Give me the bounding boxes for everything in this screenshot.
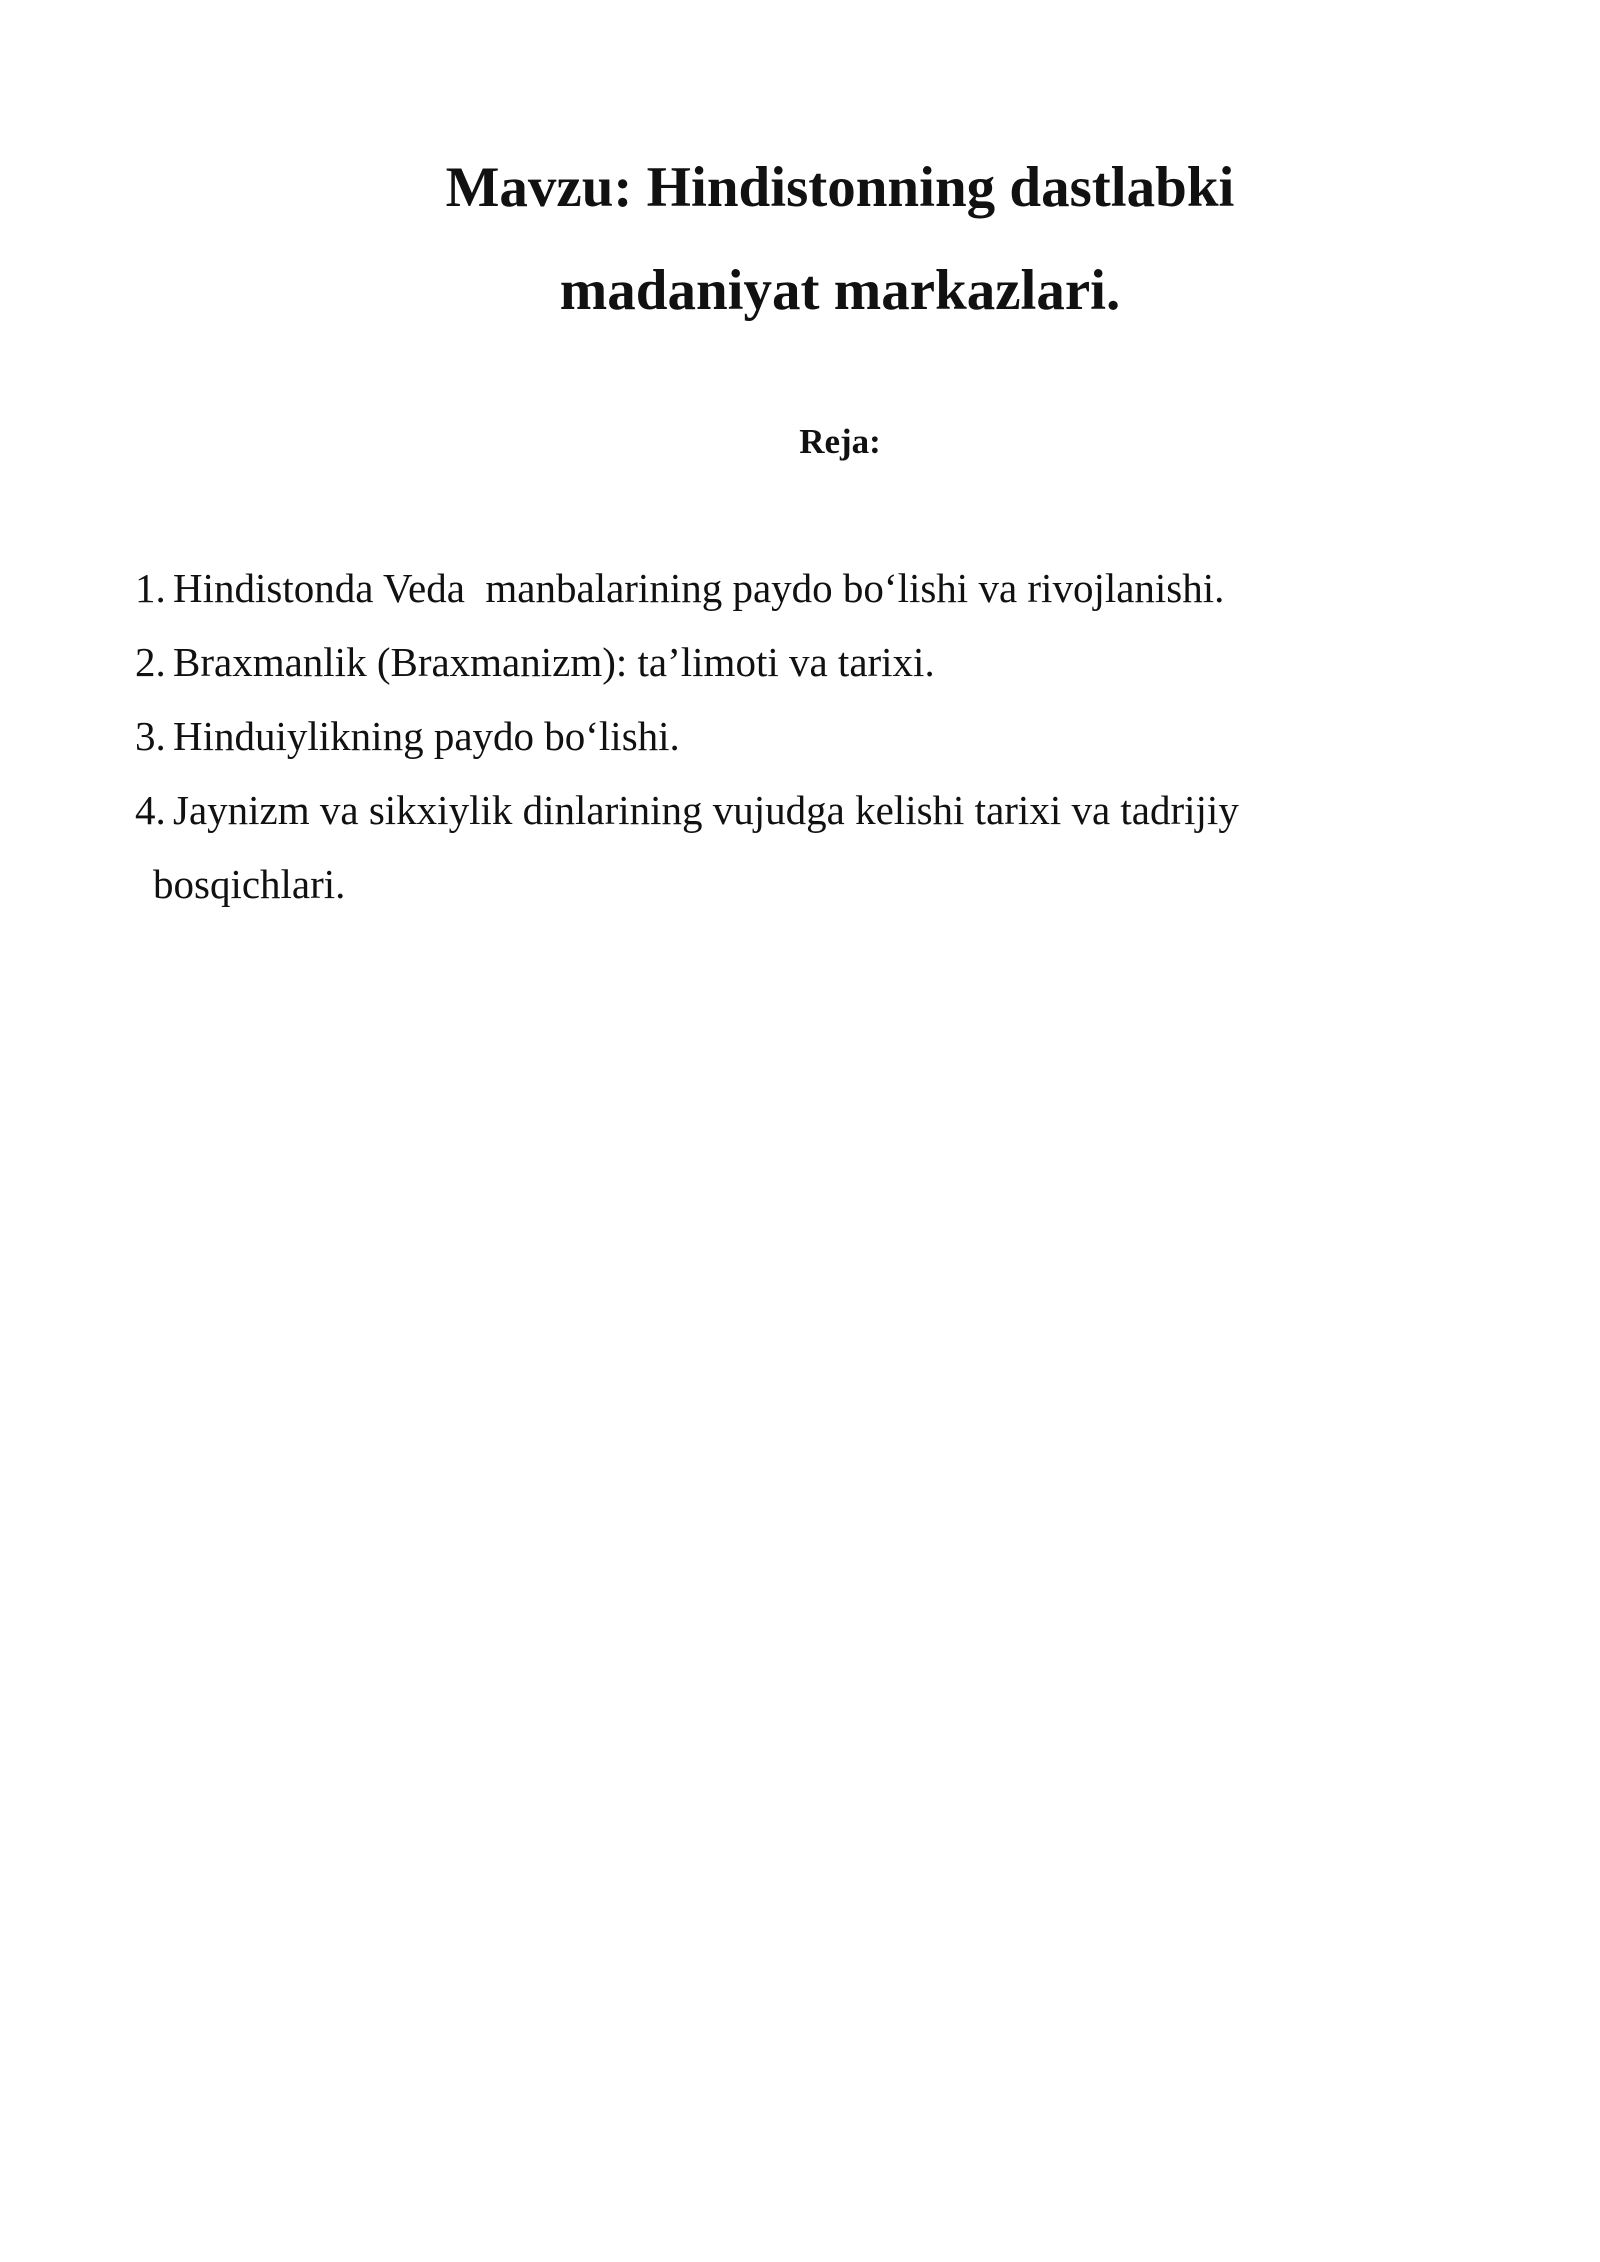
plan-heading: Reja: [799, 422, 881, 461]
plan-item-text: Hinduiylikning paydo bo‘lishi. [173, 713, 680, 759]
plan-item-number: 3. [135, 713, 166, 759]
plan-item-continuation-text: bosqichlari. [153, 861, 346, 907]
plan-item-1 [135, 551, 1335, 625]
plan-item-text: Braxmanlik (Braxmanizm): ta’limoti va tarixi. [173, 639, 935, 685]
plan-item-2 [135, 625, 1335, 699]
plan-item-text: Hindistonda Veda manbalarining paydo bo‘lishi va rivojlanishi. [173, 565, 1225, 611]
plan-list [135, 551, 1335, 907]
plan-item-3 [135, 699, 1335, 773]
plan-item-number: 1. [135, 565, 166, 611]
page-title-line-2: madaniyat markazlari. [559, 259, 1121, 322]
page-title-line-1: Mavzu: Hindistonning dastlabki [445, 156, 1235, 219]
plan-item-number: 4. [135, 787, 166, 833]
plan-item-text: Jaynizm va sikxiylik dinlarining vujudga kelishi tarixi va tadrijiy [173, 787, 1239, 833]
plan-item-4 [135, 773, 1335, 847]
plan-item-number: 2. [135, 639, 166, 685]
